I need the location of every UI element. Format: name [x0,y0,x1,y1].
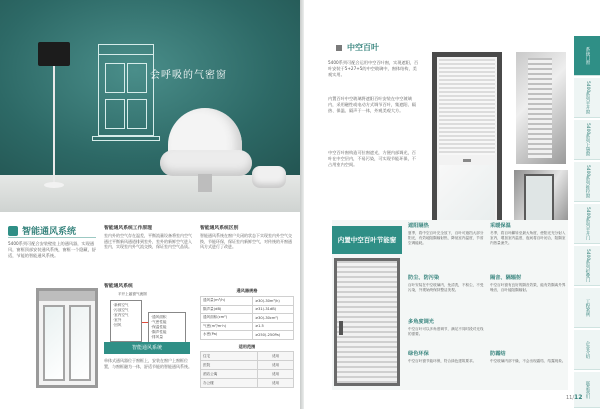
armchair-seat [160,150,252,176]
table-cell: 水密(Pa) [201,331,253,340]
blind-window-photo [432,52,502,248]
feature-text: 中空玻璃内部干燥，不会出现霜结、结露现象。 [490,359,566,363]
tab-label: 系统门窗 [585,46,590,65]
window-sill [92,136,160,141]
tab-company[interactable] [574,330,600,370]
feature-item [408,350,484,364]
hero-photo [0,0,300,212]
spec-table-title: 通风器规格 [236,288,258,293]
table-cell: ≥1.5 [253,322,294,331]
principle-column [104,224,194,250]
table-cell: ≥31(-31dB) [253,305,294,314]
armchair-leg [198,174,212,192]
tab-label: 联系我们 [585,380,590,399]
tab-label: 5400系列推拉窗 [585,164,590,199]
blind-intro-text: 5400系列可配合运用中空百叶窗，实现遮阳，百叶安装于5+27+5的中空玻璃中，窗体结构，美观实用。 [328,60,419,77]
table-row [201,322,294,331]
feature-text: 中空百叶窗有良好的隔音效果，能有效隔离外界噪音，百叶能阻隔辐射。 [490,283,566,292]
blind-desc-text: 内置百叶中空玻璃将遮阳百叶安装在中空玻璃内，采用磁性或电动方式调节百叶，集遮阳、隔热、保温、隔声于一体，外观美观大方。 [328,96,416,113]
section-title-text: 智能通风系统 [22,227,77,237]
table-cell: 住宅 [201,352,258,361]
tab-label: 企业介绍 [585,340,590,359]
feature-item [408,222,484,246]
table-cell: 隔声量(dB) [201,305,253,314]
table-cell: 通风面积(cm²) [201,314,253,323]
chapter-tabs [574,0,600,409]
feature-title: 防尘、防污染 [408,275,440,281]
feature-item [490,222,566,246]
principle-heading: 智能通风系统工作原理 [104,226,152,231]
tab-contact[interactable] [574,372,600,408]
table-cell: 适用 [258,361,294,370]
feature-title: 绿色环保 [408,351,429,357]
tab-5400-top-hung[interactable] [574,120,600,160]
tab-label: 5400系列平开窗 [585,80,590,115]
table-cell: 适用 [258,370,294,379]
ventilation-icon [8,226,18,236]
table-cell: 气密(m³/m·h) [201,322,253,331]
tab-label: 5400系列平开门 [585,206,590,241]
feature-item [490,274,566,293]
diagram-left-box: ·新鲜空气 ·污浊空气 ·室内空气 ·室外 ·回风 [110,300,142,342]
difference-text: 智能通风系统在窗户关闭的状态下实现室内外空气交换，节能环保，保证室内新鲜空气，对传统的开窗通风方式进行了改进。 [200,233,292,250]
table-cell: 通风量(m³/h) [201,297,253,306]
square-bullet-icon [336,45,342,51]
usage-table-title: 适用范围 [238,344,256,349]
tab-5400-door[interactable] [574,204,600,244]
frame-detail-photo [516,52,566,164]
table-cell: 酒店公寓 [201,370,258,379]
feature-text: 中空百叶可以多角度调节，满足不同时段对光线的需要。 [408,327,484,336]
feature-item [408,274,484,293]
table-row [201,370,294,379]
table-cell: 适用 [258,379,294,388]
table-cell: ≥30(-30m³/h) [253,297,294,306]
casement-window-photo [36,288,98,388]
table-row [201,361,294,370]
diagram-top-label: 平开上悬窗气流图 [118,292,147,296]
section-divider [8,237,96,238]
hero-caption: 会呼吸的气密窗 [150,70,227,81]
tab-5400-sliding[interactable] [574,162,600,202]
tab-5400-folding[interactable] [574,246,600,286]
feature-text: 中空百叶窗节能环保，符合绿色建筑要求。 [408,359,477,363]
feature-title: 隔音、隔辐射 [490,275,522,281]
principle-text: 室内外的空气存在温差，平衡流量设备将室内空气通过平衡新风通道排到室外，室外的新鲜空气进入室内，实现室内外气流交换，保证室内空气品质。 [104,233,192,250]
feature-text: 冬季，将百叶翻转至最大角度，使阳光充分射入室内，增加室内温度，夜间将百叶闭合，阻隔室内热量流失。 [490,231,566,245]
lamp-pole [53,66,55,184]
ottoman-icon [252,166,286,188]
difference-column [200,224,294,250]
feature-banner: 内置中空百叶节能窗 [332,226,402,254]
feature-title: 多角度调光 [408,319,434,325]
table-cell: 医院 [201,361,258,370]
feature-item [490,350,566,364]
table-row [201,352,294,361]
diagram-right-box: ·通风面积 ·气密性能 ·保温性能 ·隔声性能 ·排风量 [148,312,186,346]
right-page [304,0,600,409]
feature-text: 夏季，将中空百叶完全放下，百叶可遮挡大部分阳光，有效地阻隔辐射热，降低室内温度，节省空调能耗。 [408,231,484,245]
window-sketch-icon [98,44,154,136]
tab-label: 5400系列上悬窗 [585,122,590,157]
page-number [566,394,582,401]
section-title [8,224,76,237]
diagram-heading: 智能通风系统 [104,284,133,289]
feature-title: 采暖保温 [490,223,511,229]
tab-5400-casement[interactable] [574,78,600,118]
usage-table [200,351,294,388]
diagram-text: 单体式通风器位于窗框上，安装在窗户上窗框位置，与窗框融为一体，舒适节能的智能通风系统。 [104,358,192,369]
tab-label: 5400系列折叠门 [585,248,590,283]
lamp-icon [38,42,70,66]
table-cell: ≥30(-30cm²) [253,314,294,323]
blind-closeup-photo [334,258,400,386]
spec-table [200,296,294,340]
difference-heading: 智能通风系统区别 [200,226,239,231]
table-cell: 办公楼 [201,379,258,388]
feature-item [408,318,484,337]
right-title-text: 中空百叶 [347,43,379,52]
table-row [201,379,294,388]
right-page-title [336,42,379,53]
tab-projects[interactable] [574,288,600,328]
lamp-base [44,182,64,188]
table-row [201,331,294,340]
tab-system[interactable] [574,36,600,76]
page-number-prefix: 11/ [566,395,575,401]
intro-paragraph: 5400系列可配合安装壁挂上的通风器，实现通风，窗框顶部安装通风系统，窗框一个隐藏，舒适，节能的智能通风系统。 [8,241,96,258]
table-row [201,314,294,323]
page-number-value: 12 [574,394,583,401]
tab-label: 工程案例 [585,298,590,317]
table-row [201,305,294,314]
feature-title: 遮阳隔热 [408,223,429,229]
table-cell: 适用 [258,352,294,361]
table-row [201,297,294,306]
table-cell: ≥250(-250Pa) [253,331,294,340]
blind-structure-text: 中空百叶窗构造可拉窗遮光，方便内部调光，百叶在中空层内，不易污染，可实现节能环保，不占用室内空间。 [328,150,416,167]
diagram-banner: 智能通风系统 [104,342,190,354]
feature-title: 防霜结 [490,351,506,357]
feature-text: 百叶安装在中空玻璃内，免清洗，不积尘，不受污染，外观始终保持整洁美观。 [408,283,484,292]
